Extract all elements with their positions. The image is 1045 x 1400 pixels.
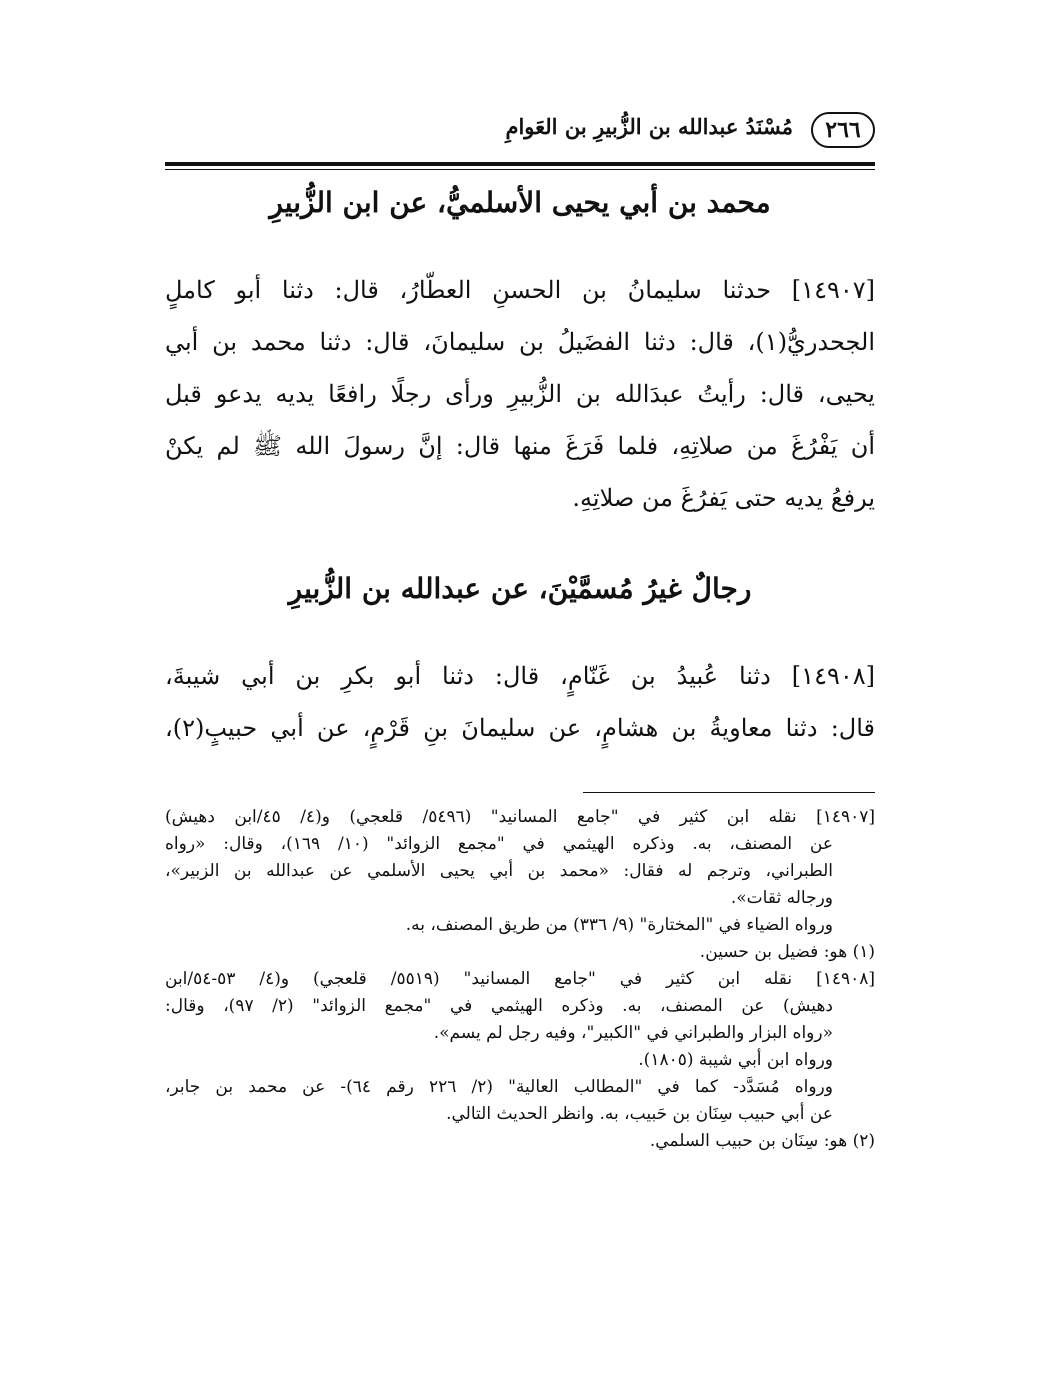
footnote-line: ورواه مُسَدَّد- كما في "المطالب العالية" (٢/ ٢٢٦ رقم ٦٤)- عن محمد بن جابر،: [165, 1077, 833, 1097]
footnotes: [165, 804, 875, 1155]
text-line: يرفعُ يديه حتى يَفرُغَ من صلاتِهِ.: [572, 484, 875, 512]
footnote-line: عن المصنف، به. وذكره الهيثمي في "مجمع الزوائد" (١٠/ ١٦٩)، وقال: «رواه: [165, 834, 833, 854]
footnote-line: الطبراني، وترجم له فقال: «محمد بن أبي يحيى الأسلمي عن عبدالله بن الزبير»،: [165, 861, 833, 881]
hadith-14907: [165, 264, 875, 524]
header-rule-thick: [165, 162, 875, 166]
text-line: يحيى، قال: رأيتُ عبدَالله بن الزُّبيرِ ورأى رجلًا رافعًا يديه يدعو قبل: [165, 380, 875, 408]
text-line: قال: دثنا معاويةُ بن هشامٍ، عن سليمانَ بنِ قَرْمٍ، عن أبي حبيبٍ(٢)،: [165, 714, 875, 742]
text-line: أن يَفْرُغَ من صلاتِهِ، فلما فَرَغَ منها قال: إنَّ رسولَ الله ﷺ لم يكنْ: [165, 432, 875, 460]
section-heading-2: رجالٌ غيرُ مُسمَّيْنَ، عن عبدالله بن الزُّبيرِ: [288, 572, 752, 605]
page-number: ٢٦٦: [811, 112, 875, 148]
text-line: [١٤٩٠٨] دثنا عُبيدُ بن غَنّامٍ، قال: دثنا أبو بكرِ بن أبي شيبةَ،: [165, 662, 875, 690]
text-line: الجحدريُّ(١)، قال: دثنا الفضَيلُ بن سليمانَ، قال: دثنا محمد بن أبي: [165, 328, 875, 356]
running-head: مُسْنَدُ عبدالله بن الزُّبيرِ بن العَوامِ: [505, 114, 793, 139]
footnote-line: [١٤٩٠٧] نقله ابن كثير في "جامع المسانيد" (٥٤٩٦/ قلعجي) و(٤/ ٤٥/ابن دهيش): [165, 807, 875, 827]
footnote-line: ورواه الضياء في "المختارة" (٩/ ٣٣٦) من طريق المصنف، به.: [405, 915, 833, 935]
footnote-line: (١) هو: فضيل بن حسين.: [699, 942, 875, 962]
header-rule-thin: [165, 169, 875, 170]
footnote-line: دهيش) عن المصنف، به. وذكره الهيثمي في "مجمع الزوائد" (٢/ ٩٧)، وقال:: [165, 996, 833, 1016]
footnote-line: ورواه ابن أبي شيبة (١٨٠٥).: [638, 1050, 833, 1070]
hadith-14908: [165, 650, 875, 754]
section-heading-1: محمد بن أبي يحيى الأسلميُّ، عن ابن الزُّبيرِ: [269, 186, 771, 219]
footnote-line: [١٤٩٠٨] نقله ابن كثير في "جامع المسانيد" (٥٥١٩/ قلعجي) و(٤/ ٥٣-٥٤/ابن: [165, 969, 875, 989]
text-line: [١٤٩٠٧] حدثنا سليمانُ بن الحسنِ العطّارُ، قال: دثنا أبو كاملٍ: [165, 276, 875, 304]
footnote-line: عن أبي حبيب سِنَان بن حَبيب، به. وانظر الحديث التالي.: [446, 1104, 833, 1124]
footnote-line: (٢) هو: سِنَان بن حبيب السلمي.: [649, 1131, 875, 1151]
footnote-line: ورجاله ثقات».: [730, 888, 833, 908]
footnote-line: «رواه البزار والطبراني في "الكبير"، وفيه رجل لم يسم».: [433, 1023, 833, 1043]
footnote-separator: [583, 792, 875, 793]
page-header: [165, 112, 875, 158]
